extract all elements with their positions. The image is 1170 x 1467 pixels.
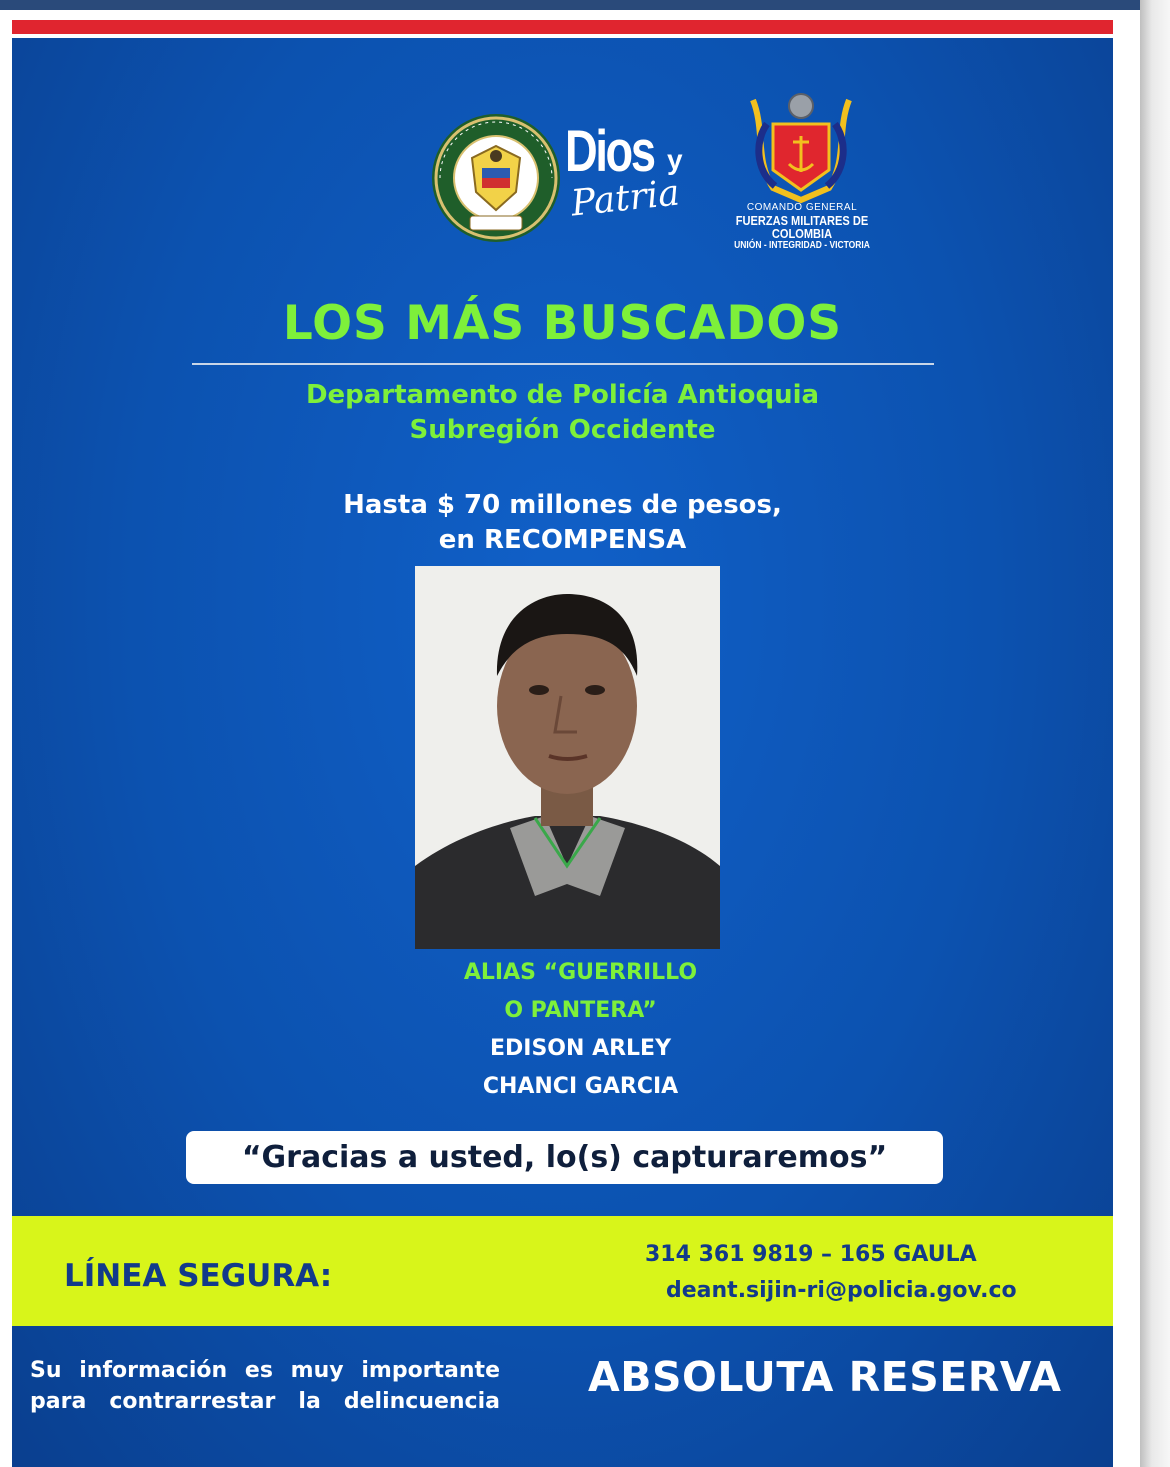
military-line-1: COMANDO GENERAL xyxy=(746,202,858,213)
linea-segura-label: LÍNEA SEGURA: xyxy=(64,1258,333,1294)
alias-line-1: ALIAS “GUERRILLO xyxy=(463,960,698,985)
absolute-reserve-text: ABSOLUTA RESERVA xyxy=(588,1353,1062,1401)
wanted-poster xyxy=(12,20,1113,1467)
red-top-stripe xyxy=(12,20,1113,38)
military-emblem-icon xyxy=(745,90,857,210)
name-line-2: CHANCI GARCIA xyxy=(482,1074,679,1099)
military-caption xyxy=(702,203,902,251)
subregion-text: Subregión Occidente xyxy=(409,415,716,445)
dios-y-patria-motto xyxy=(565,118,683,225)
title-divider xyxy=(192,363,934,365)
suspect-portrait-icon xyxy=(415,566,720,949)
alias-line-2: O PANTERA” xyxy=(504,998,657,1023)
motto-patria: Patria xyxy=(569,172,682,225)
name-line-1: EDISON ARLEY xyxy=(489,1036,672,1061)
motto-dios: Dios xyxy=(565,119,654,184)
reward-line-1: Hasta $ 70 millones de pesos, xyxy=(343,490,782,520)
motto-y: y xyxy=(667,144,683,175)
page-edge-shadow xyxy=(1140,0,1170,1467)
info-line-2: para contrarrestar la delincuencia xyxy=(30,1389,500,1414)
police-seal-icon xyxy=(430,112,562,244)
department-text: Departamento de Policía Antioquia xyxy=(305,380,820,410)
poster-title: LOS MÁS BUSCADOS xyxy=(282,296,843,351)
military-line-2: FUERZAS MILITARES DE COLOMBIA xyxy=(735,212,869,242)
thanks-banner xyxy=(186,1131,943,1184)
contact-phone: 314 361 9819 – 165 GAULA xyxy=(645,1242,977,1267)
top-border-bar xyxy=(0,0,1170,10)
reward-line-2: en RECOMPENSA xyxy=(438,525,687,555)
contact-email: deant.sijin-ri@policia.gov.co xyxy=(666,1278,1017,1303)
suspect-photo xyxy=(415,566,720,949)
thanks-text: “Gracias a usted, lo(s) capturaremos” xyxy=(241,1140,888,1175)
info-line-1: Su información es muy importante xyxy=(30,1358,500,1383)
military-line-3: UNIÓN - INTEGRIDAD - VICTORIA xyxy=(734,239,870,251)
